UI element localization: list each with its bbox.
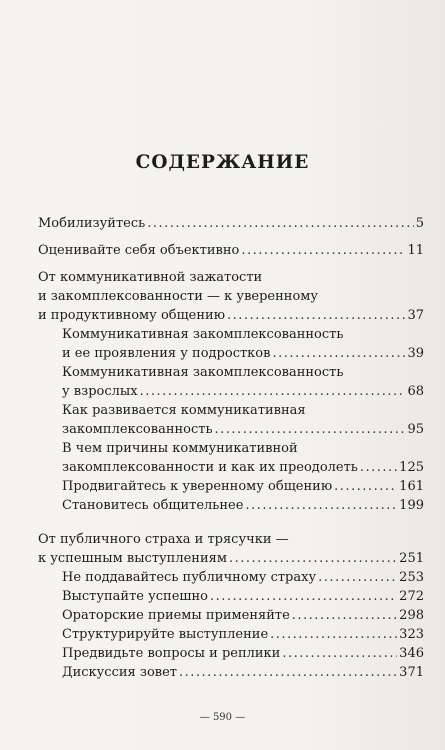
toc-entry-text: В чем причины коммуникативной <box>62 441 298 456</box>
leader-dots <box>245 496 397 515</box>
leader-dots <box>140 382 406 401</box>
leader-dots <box>292 606 397 625</box>
leader-dots <box>229 549 397 568</box>
toc-entry-page: 251 <box>399 551 424 566</box>
toc-entry-text: Становитесь общительнее <box>62 498 244 513</box>
leader-dots <box>272 344 405 363</box>
toc-entry-page: 298 <box>399 608 424 623</box>
leader-dots <box>147 214 414 233</box>
toc-subentry-teenagers <box>38 325 424 363</box>
toc-entry-text: Предвидьте вопросы и реплики <box>62 646 281 661</box>
leader-dots <box>227 306 405 325</box>
toc-subentry-speak <box>38 587 424 606</box>
leader-dots <box>179 663 397 682</box>
toc-entry-text: Не поддавайтесь публичному страху <box>62 570 317 585</box>
page-number: — 590 — <box>199 712 246 723</box>
toc-entry-page: 5 <box>415 216 424 231</box>
toc-subentry-discussion <box>38 663 424 682</box>
toc-entry-mobilize <box>38 214 424 233</box>
toc-entry-page: 95 <box>407 422 424 437</box>
toc-entry-text: Ораторские приемы применяйте <box>62 608 290 623</box>
toc-entry-text: Дискуссия зовет <box>62 665 177 680</box>
toc-subentry-sociable <box>38 496 424 515</box>
leader-dots <box>215 420 406 439</box>
leader-dots <box>360 458 397 477</box>
toc-entry-text: Коммуникативная закомплексованность <box>62 365 344 380</box>
toc-subentry-confident <box>38 477 424 496</box>
toc-entry-page: 39 <box>407 346 424 361</box>
toc-entry-text: закомплексованность <box>62 422 213 437</box>
toc-subentry-fear <box>38 568 424 587</box>
toc-subentry-adults <box>38 363 424 401</box>
leader-dots <box>270 625 397 644</box>
toc-entry-text: закомплексованности и как их преодолеть <box>62 460 358 475</box>
toc-entry-page: 346 <box>399 646 424 661</box>
toc-entry-text: и продуктивному общению <box>38 308 226 323</box>
page-title: СОДЕРЖАНИЕ <box>135 152 310 173</box>
toc-entry-page: 371 <box>399 665 424 680</box>
toc-entry-page: 125 <box>399 460 424 475</box>
toc-entry-page: 253 <box>399 570 424 585</box>
toc-subentry-development <box>38 401 424 439</box>
leader-dots <box>210 587 397 606</box>
toc-subentry-oratory <box>38 606 424 625</box>
toc-entry-text: Структурируйте выступление <box>62 627 269 642</box>
toc-entry-text: у взрослых <box>62 384 138 399</box>
leader-dots <box>241 241 405 260</box>
toc-entry-text: Оценивайте себя объективно <box>38 243 240 258</box>
toc-entry-page: 68 <box>407 384 424 399</box>
toc-entry-text: От коммуникативной зажатости <box>38 270 263 285</box>
toc-entry-text: Мобилизуйтесь <box>38 216 146 231</box>
toc-entry-text: Выступайте успешно <box>62 589 208 604</box>
toc-entry-page: 272 <box>399 589 424 604</box>
table-of-contents <box>38 214 424 682</box>
toc-entry-text: и ее проявления у подростков <box>62 346 271 361</box>
toc-subentry-causes <box>38 439 424 477</box>
leader-dots <box>318 568 397 587</box>
toc-entry-productive-communication <box>38 306 424 325</box>
toc-entry-text: От публичного страха и трясучки — <box>38 532 289 547</box>
toc-entry-page: 11 <box>407 243 424 258</box>
toc-entry-text: и закомплексованности — к уверенному <box>38 289 319 304</box>
toc-subentry-questions <box>38 644 424 663</box>
leader-dots <box>282 644 397 663</box>
toc-entry-self-assessment <box>38 241 424 260</box>
toc-entry-page: 323 <box>399 627 424 642</box>
toc-entry-text: к успешным выступлениям <box>38 551 227 566</box>
toc-entry-text: Продвигайтесь к уверенному общению <box>62 479 333 494</box>
toc-entry-text: Как развивается коммуникативная <box>62 403 306 418</box>
toc-entry-page: 161 <box>399 479 424 494</box>
toc-section-public-speaking <box>38 530 424 682</box>
leader-dots <box>334 477 397 496</box>
toc-subentry-structure <box>38 625 424 644</box>
toc-entry-text: Коммуникативная закомплексованность <box>62 327 344 342</box>
toc-entry-page: 37 <box>407 308 424 323</box>
toc-section-communication <box>38 268 424 515</box>
toc-entry-page: 199 <box>399 498 424 513</box>
toc-entry-successful-speeches <box>38 549 424 568</box>
